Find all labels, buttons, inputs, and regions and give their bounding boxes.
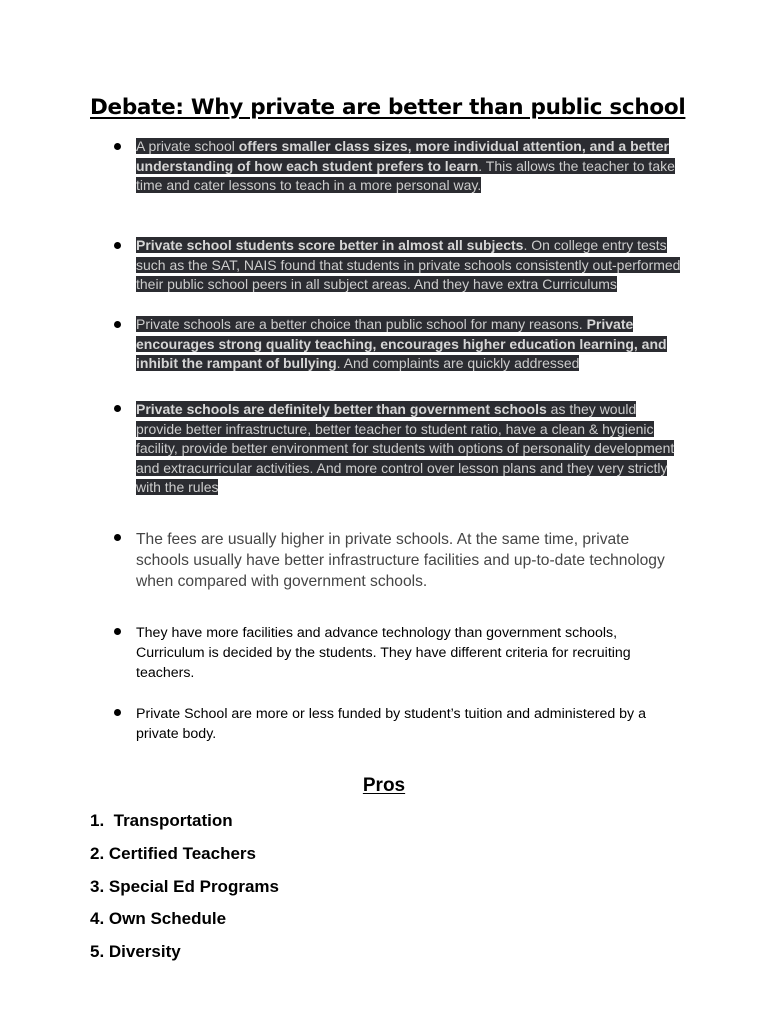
pros-item-special-ed-programs: 3. Special Ed Programs [90, 876, 279, 896]
pros-item-certified-teachers: 2. Certified Teachers [90, 843, 256, 863]
document-title: Debate: Why private are better than public school [90, 95, 686, 120]
pros-item-own-schedule: 4. Own Schedule [90, 909, 227, 929]
list-item [136, 236, 681, 295]
bullet-icon [114, 321, 121, 328]
list-item: The fees are usually higher in private schools. At the same time, private schools usually have better infrastructure facilities and up-to-date technology when compared with government schools. [136, 529, 681, 592]
highlighted-text: Private schools are definitely better than government schools as they would provide better infrastructure, better teacher to student ratio, have a clean & hygienic facility, provide better environment for students with options of personality development and extracurricular activities. And more control over lesson plans and they very strictly with the rules [136, 401, 675, 495]
pros-item-transportation: 1. Transportation [90, 811, 233, 830]
list-item: Private School are more or less funded by student’s tuition and administered by a private body. [136, 704, 681, 744]
list-item: They have more facilities and advance technology than government schools, Curriculum is decided by the students. They have different criteria for recruiting teachers. [136, 623, 681, 683]
highlighted-text: A private school offers smaller class sizes, more individual attention, and a better understanding of how each student prefers to learn. This allows the teacher to take time and cater lessons to teach in a more personal way. [136, 138, 675, 193]
bullet-icon [114, 628, 121, 635]
bullet-icon [114, 709, 121, 716]
bullet-icon [114, 242, 121, 249]
list-item [136, 137, 681, 196]
list-item [136, 315, 681, 374]
pros-heading: Pros [362, 775, 406, 796]
highlighted-text: Private school students score better in almost all subjects. On college entry tests such as the SAT, NAIS found that students in private schools consistently out-performed their public school peers in all subject areas. And they have extra Curriculums [136, 237, 681, 292]
list-item [136, 400, 681, 498]
highlighted-text: Private schools are a better choice than public school for many reasons. Private encourages strong quality teaching, encourages higher education learning, and inhibit the rampant of bullying. And complaints are quickly addressed [136, 316, 667, 371]
bullet-icon [114, 534, 121, 541]
bullet-icon [114, 143, 121, 150]
pros-item-diversity: 5. Diversity [90, 942, 181, 962]
bullet-icon [114, 405, 121, 412]
pros-list [90, 810, 279, 974]
